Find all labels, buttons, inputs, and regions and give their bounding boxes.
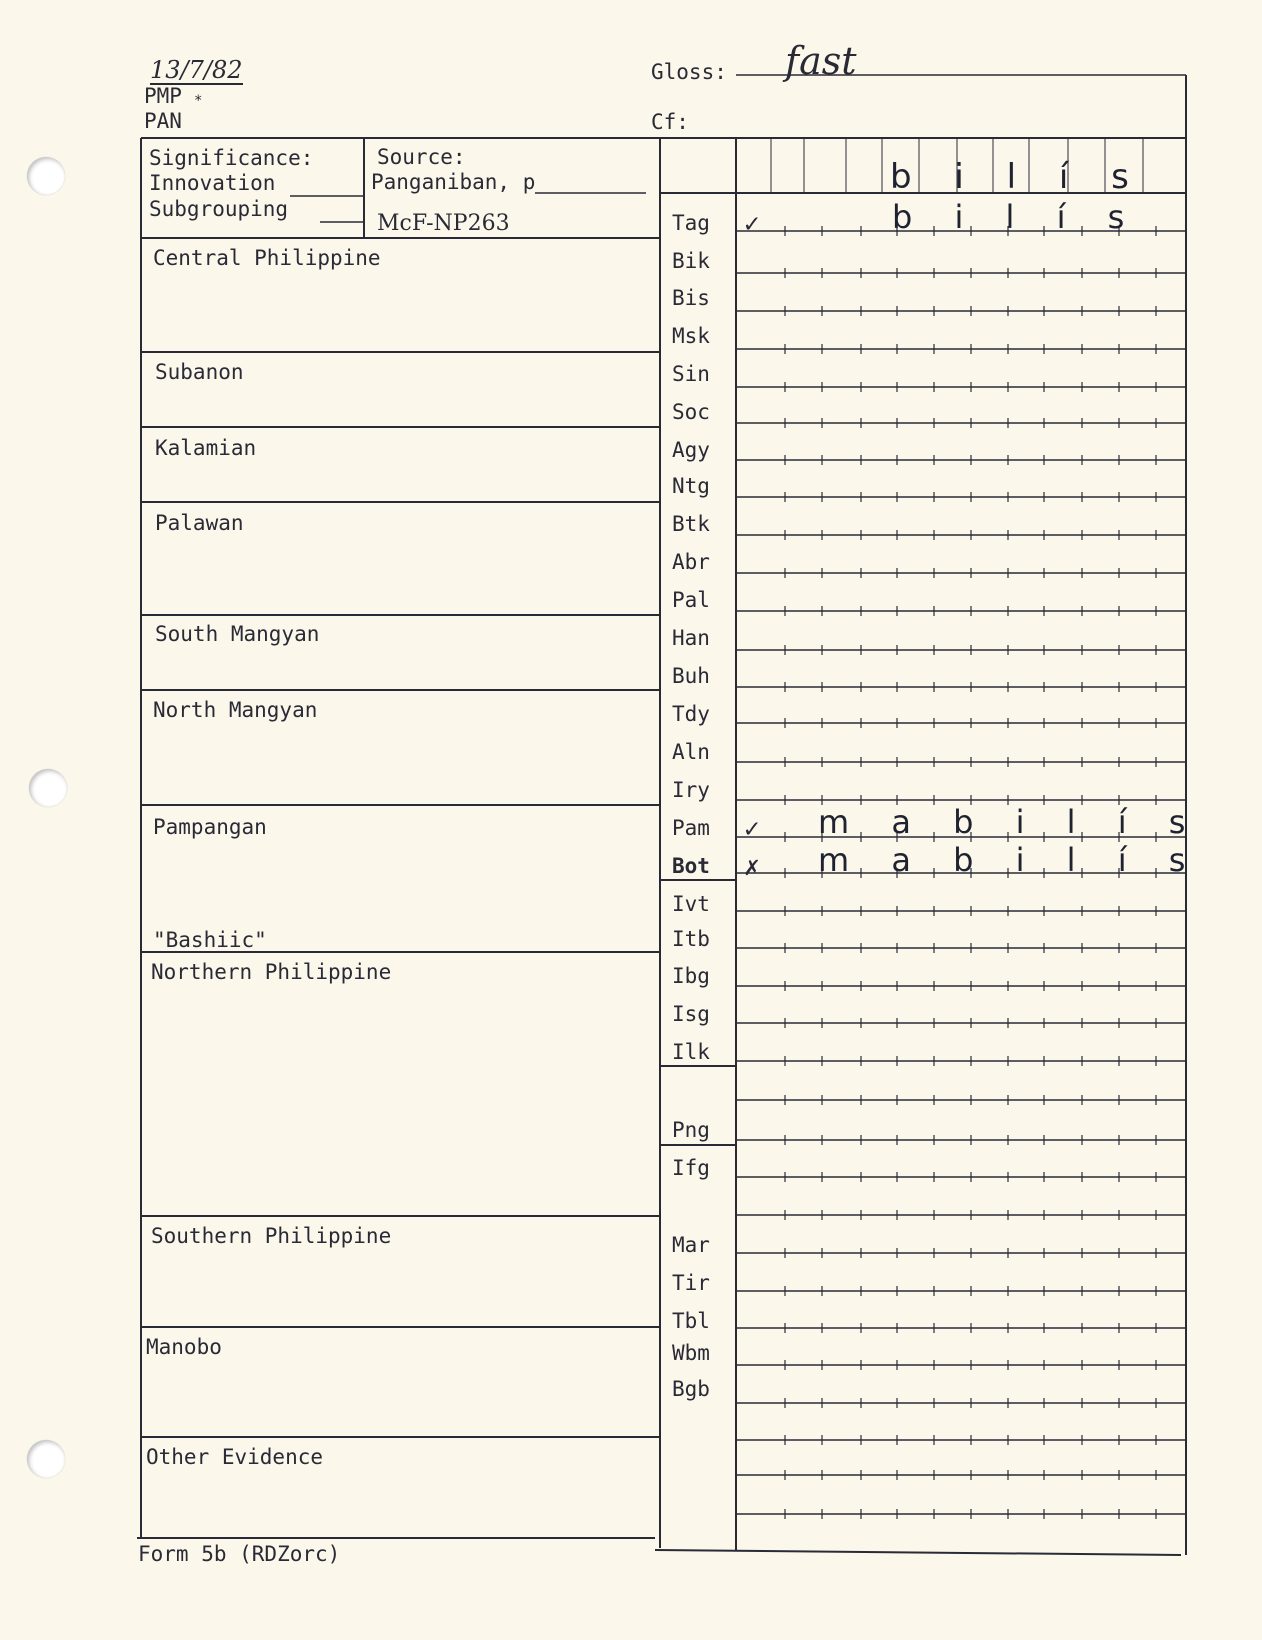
language-code: Han <box>672 626 710 650</box>
subgroup-label: North Mangyan <box>153 698 318 722</box>
language-code: Msk <box>672 324 710 348</box>
subgrouping-label: Subgrouping <box>149 197 289 221</box>
language-code: Soc <box>672 400 710 424</box>
source-label: Source: <box>377 145 466 169</box>
language-code: Itb <box>672 927 710 951</box>
language-code: Iry <box>672 778 710 802</box>
subgroup-label: South Mangyan <box>155 622 320 646</box>
subgroup-label: Central Philippine <box>153 246 381 270</box>
form-footer: Form 5b (RDZorc) <box>138 1542 341 1566</box>
language-code: Aln <box>672 740 710 764</box>
language-code: Buh <box>672 664 710 688</box>
language-code: Ibg <box>672 964 710 988</box>
source-reference: McF-NP263 <box>377 211 510 236</box>
innovation-label: Innovation <box>149 171 276 195</box>
language-code: Mar <box>672 1233 710 1257</box>
entry-form: b i l í s <box>892 198 1141 236</box>
language-code: Pam <box>672 816 710 840</box>
source-value: Panganiban, p <box>371 170 536 194</box>
cf-label: Cf: <box>651 110 689 134</box>
language-code: Tdy <box>672 702 710 726</box>
language-code: Abr <box>672 550 710 574</box>
entry-form: m a b i l í s <box>818 841 1202 879</box>
language-code: Bis <box>672 286 710 310</box>
subgroup-label: Palawan <box>155 511 244 535</box>
subgroup-label: Pampangan <box>153 815 267 839</box>
entry-check-mark: ✗ <box>744 852 760 882</box>
language-code: Wbm <box>672 1341 710 1365</box>
language-code: Ivt <box>672 892 710 916</box>
entry-form: m a b i l í s <box>818 803 1202 841</box>
language-code: Ilk <box>672 1040 710 1064</box>
gloss-value: fast <box>785 39 857 83</box>
reconstruction-form: b i l í s <box>890 157 1145 197</box>
language-code: Sin <box>672 362 710 386</box>
language-code: Bgb <box>672 1377 710 1401</box>
language-code: Ifg <box>672 1156 710 1180</box>
date-stamp: 13/7/82 <box>150 56 243 84</box>
subgroup-label: Southern Philippine <box>151 1224 392 1248</box>
language-code: Png <box>672 1118 710 1142</box>
subgroup-label: Northern Philippine <box>151 960 392 984</box>
language-code: Tir <box>672 1271 710 1295</box>
subgroup-label: "Bashiic" <box>153 928 267 952</box>
subgroup-label: Other Evidence <box>146 1445 324 1469</box>
language-code: Tag <box>672 211 710 235</box>
entry-check-mark: ✓ <box>744 209 760 239</box>
subgroup-label: Manobo <box>146 1335 222 1359</box>
language-code: Isg <box>672 1002 710 1026</box>
language-code: Bot <box>672 854 710 878</box>
language-code: Tbl <box>672 1309 710 1333</box>
subgroup-label: Kalamian <box>155 436 257 460</box>
entry-check-mark: ✓ <box>744 814 760 844</box>
language-code: Agy <box>672 438 710 462</box>
language-code: Ntg <box>672 474 710 498</box>
language-code: Pal <box>672 588 710 612</box>
language-code: Btk <box>672 512 710 536</box>
proto-level-pan: PAN <box>144 109 182 133</box>
significance-label: Significance: <box>149 146 314 170</box>
proto-level-pmp: PMP <box>144 84 182 108</box>
subgroup-label: Subanon <box>155 360 244 384</box>
gloss-label: Gloss: <box>651 60 727 84</box>
language-code: Bik <box>672 249 710 273</box>
proto-marker: * <box>194 93 203 109</box>
